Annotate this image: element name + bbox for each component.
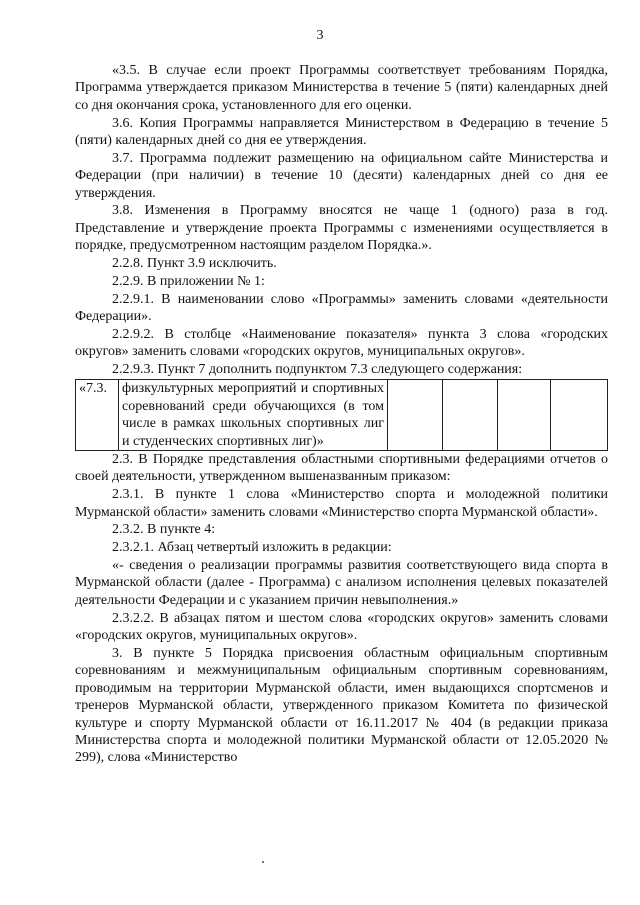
- insert-table: [75, 379, 608, 451]
- paragraph-3-8: 3.8. Изменения в Программу вносятся не чаще 1 (одного) раза в год. Представление и утверждение проекта Программы с изменениями осуществляется в порядке, предусмотренном настоящим разделом Порядка.».: [75, 203, 608, 254]
- table-row: [76, 380, 608, 451]
- paragraph-quote-indicators: «- сведения о реализации программы развития соответствующего вида спорта в Мурманской области (далее - Программа) с анализом исполнения целевых показателей деятельности Федерации и с указанием причин невыполнения.»: [75, 558, 608, 608]
- page-number: 3: [316, 28, 324, 43]
- paragraph-2-3-2-1: 2.3.2.1. Абзац четвертый изложить в редакции:: [112, 540, 392, 556]
- scan-speck: [262, 861, 264, 863]
- table-cell-empty: [498, 380, 551, 451]
- paragraph-2-3-1: 2.3.1. В пункте 1 слова «Министерство спорта и молодежной политики Мурманской области» заменить словами «Министерство спорта Мурманской области».: [75, 487, 608, 520]
- table-cell-empty: [551, 380, 608, 451]
- paragraph-2-2-9: 2.2.9. В приложении № 1:: [112, 273, 265, 289]
- paragraph-3: 3. В пункте 5 Порядка присвоения областным официальным спортивным соревнованиям и межмуниципальным официальным спортивным соревнованиям, проводимым на территории Мурманской области, имен выдающихся спортсменов и тренеров Мурманской области, утвержденного приказом Комитета по физической культуре и спорту Мурманской области от 16.11.2017 № 404 (в редакции приказа Министерства спорта и молодежной политики Мурманской области от 12.05.2020 № 299), слова «Министерство: [75, 645, 608, 766]
- document-body: [75, 62, 608, 767]
- paragraph-2-2-9-1: 2.2.9.1. В наименовании слово «Программы» заменить словами «деятельности Федерации».: [75, 291, 608, 325]
- paragraph-2-3-2: 2.3.2. В пункте 4:: [112, 522, 216, 538]
- table-cell-empty: [388, 380, 443, 451]
- paragraph-2-2-8: 2.2.8. Пункт 3.9 исключить.: [112, 256, 277, 272]
- table-cell-number: «7.3.: [76, 380, 119, 451]
- paragraph-3-5: «3.5. В случае если проект Программы соответствует требованиям Порядка, Программа утверждается приказом Министерства в течение 5 (пяти) календарных дней со дня окончания срока, установленного для его оценки.: [75, 63, 608, 113]
- paragraph-2-2-9-3: 2.2.9.3. Пункт 7 дополнить подпунктом 7.3 следующего содержания:: [112, 362, 523, 378]
- table-cell-empty: [443, 380, 498, 451]
- paragraph-3-6: 3.6. Копия Программы направляется Министерством в Федерацию в течение 5 (пяти) календарных дней со дня ее утверждения.: [75, 115, 608, 149]
- paragraph-3-7: 3.7. Программа подлежит размещению на официальном сайте Министерства и Федерации (при наличии) в течение 10 (десяти) календарных дней со дня ее утверждения.: [75, 150, 608, 201]
- table-cell-indicator: физкультурных мероприятий и спортивных соревнований среди обучающихся (в том числе в рамках школьных спортивных лиг и студенческих спортивных лиг)»: [119, 380, 388, 451]
- paragraph-2-3-2-2: 2.3.2.2. В абзацах пятом и шестом слова «городских округов» заменить словами «городских округов, муниципальных округов».: [75, 610, 608, 644]
- paragraph-2-3: 2.3. В Порядке представления областными спортивными федерациями отчетов о своей деятельности, утвержденном вышеназванным приказом:: [75, 452, 608, 485]
- paragraph-2-2-9-2: 2.2.9.2. В столбце «Наименование показателя» пункта 3 слова «городских округов» заменить словами «городских округов, муниципальных округов».: [75, 326, 608, 360]
